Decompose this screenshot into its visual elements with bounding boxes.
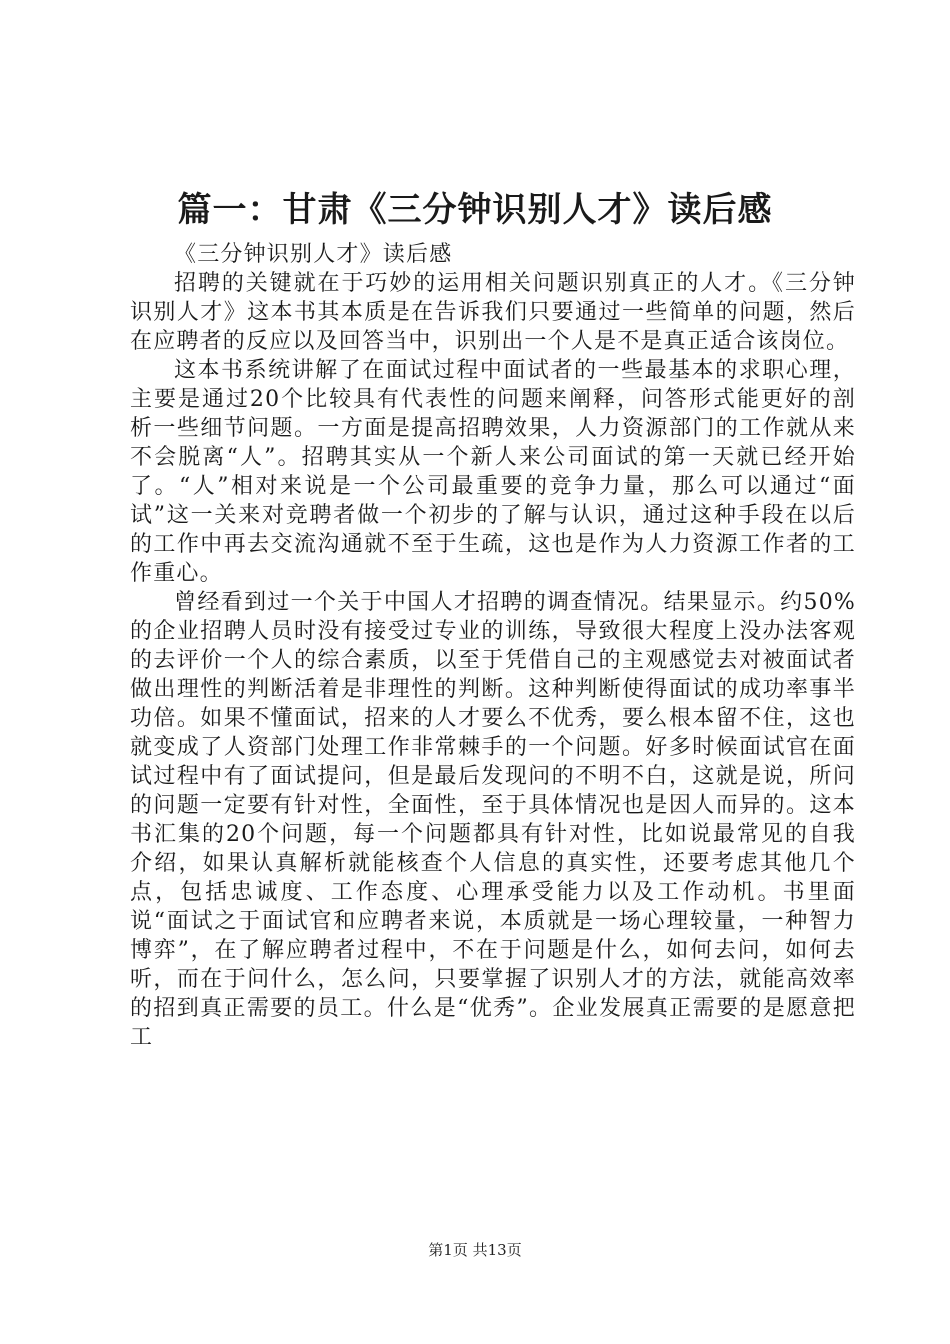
paragraph-subtitle: 《三分钟识别人才》读后感	[174, 242, 453, 267]
document-body	[130, 240, 856, 1052]
paragraph-3: 曾经看到过一个关于中国人才招聘的调查情况。结果显示。约50%的企业招聘人员时没有接受过专业的训练，导致很大程度上没办法客观的去评价一个人的综合素质，以至于凭借自己的主观感觉去对被面试者做出理性的判断活着是非理性的判断。这种判断使得面试的成功率事半功倍。如果不懂面试，招来的人才要么不优秀，要么根本留不住，这也就变成了人资部门处理工作非常棘手的一个问题。好多时候面试官在面试过程中有了面试提问，但是最后发现问的不明不白，这就是说，所问的问题一定要有针对性，全面性，至于具体情况也是因人而异的。这本书汇集的20个问题，每一个问题都具有针对性，比如说最常见的自我介绍，如果认真解析就能核查个人信息的真实性，还要考虑其他几个点，包括忠诚度、工作态度、心理承受能力以及工作动机。书里面说“面试之于面试官和应聘者来说，本质就是一场心理较量，一种智力博弈”，在了解应聘者过程中，不在于问题是什么，如何去问，如何去听，而在于问什么，怎么问，只要掌握了识别人才的方法，就能高效率的招到真正需要的员工。什么是“优秀”。企业发展真正需要的是愿意把工	[130, 590, 856, 1050]
page-footer: 第1页 共13页	[428, 1241, 522, 1259]
paragraph-1: 招聘的关键就在于巧妙的运用相关问题识别真正的人才。《三分钟识别人才》这本书其本质是在告诉我们只要通过一些简单的问题，然后在应聘者的反应以及回答当中，识别出一个人是不是真正适合该岗位。	[130, 271, 856, 354]
document-title: 篇一：甘肃《三分钟识别人才》读后感	[177, 190, 773, 230]
paragraph-2: 这本书系统讲解了在面试过程中面试者的一些最基本的求职心理，主要是通过20个比较具有代表性的问题来阐释，问答形式能更好的剖析一些细节问题。一方面是提高招聘效果，人力资源部门的工作就从来不会脱离“人”。招聘其实从一个新人来公司面试的第一天就已经开始了。“人”相对来说是一个公司最重要的竞争力量，那么可以通过“面试”这一关来对竞聘者做一个初步的了解与认识，通过这种手段在以后的工作中再去交流沟通就不至于生疏，这也是作为人力资源工作者的工作重心。	[130, 358, 856, 586]
